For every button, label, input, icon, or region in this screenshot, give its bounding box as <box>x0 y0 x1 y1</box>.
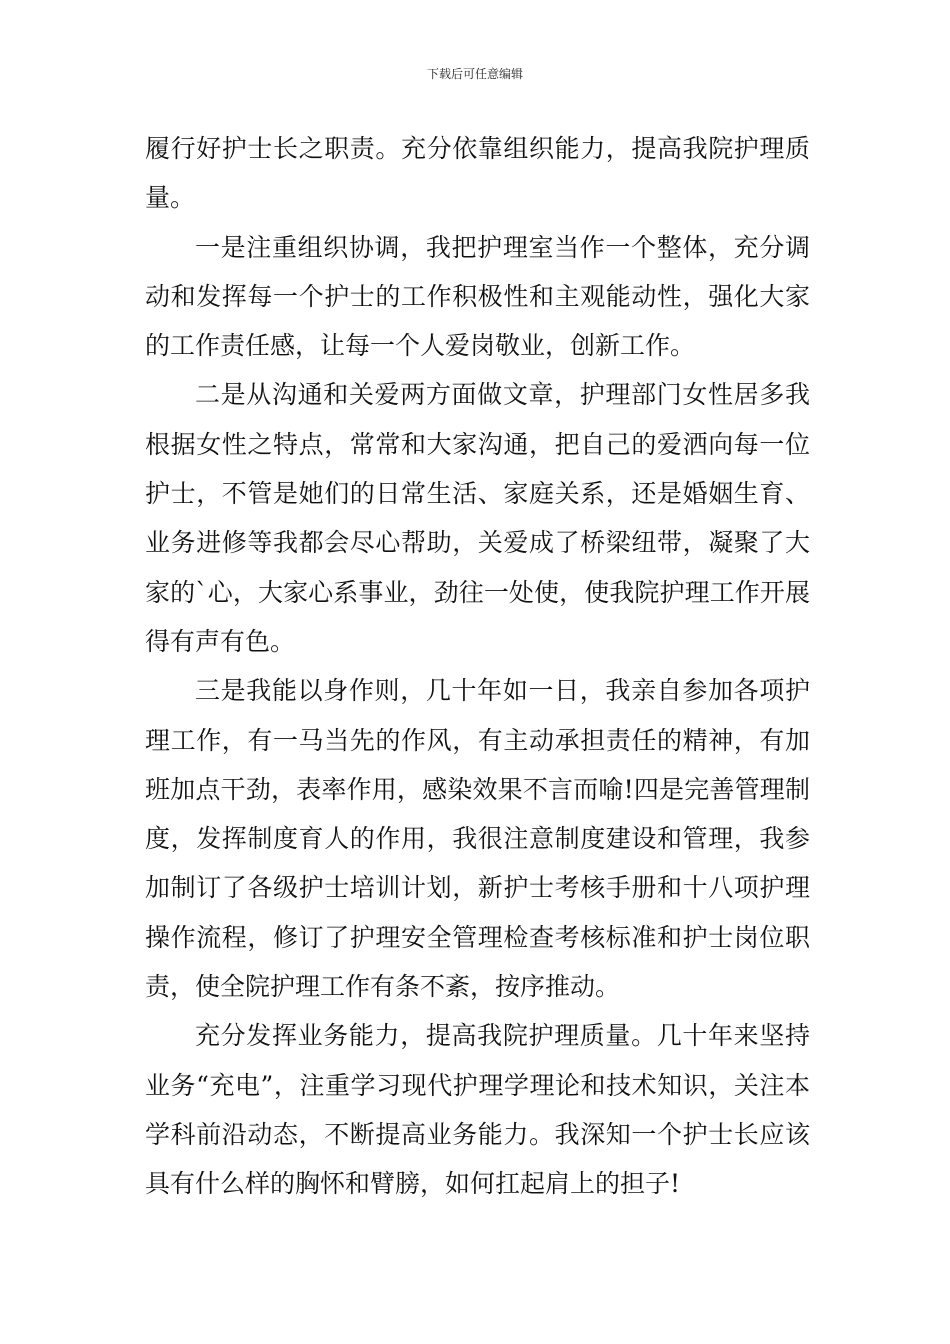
paragraph-2: 一是注重组织协调，我把护理室当作一个整体，充分调动和发挥每一个护士的工作积极性和主观能动性，强化大家的工作责任感，让每一个人爱岗敬业，创新工作。 <box>145 232 810 361</box>
paragraph-5: 充分发挥业务能力，提高我院护理质量。几十年来坚持业务“充电”，注重学习现代护理学理论和技术知识，关注本学科前沿动态，不断提高业务能力。我深知一个护士长应该具有什么样的胸怀和臂膀，如何扛起肩上的担子! <box>145 1021 810 1199</box>
page-header: 下载后可任意编辑 <box>426 67 523 81</box>
paragraph-3: 二是从沟通和关爱两方面做文章，护理部门女性居多我根据女性之特点，常常和大家沟通，把自己的爱洒向每一位护士，不管是她们的日常生活、家庭关系，还是婚姻生育、业务进修等我都会尽心帮助，关爱成了桥梁纽带，凝聚了大家的`心，大家心系事业，劲往一处使，使我院护理工作开展得有声有色。 <box>145 380 810 656</box>
document-body <box>145 124 810 1209</box>
paragraph-4: 三是我能以身作则，几十年如一日，我亲自参加各项护理工作，有一马当先的作风，有主动承担责任的精神，有加班加点干劲，表率作用，感染效果不言而喻!四是完善管理制度，发挥制度育人的作用，我很注意制度建设和管理，我参加制订了各级护士培训计划，新护士考核手册和十八项护理操作流程，修订了护理安全管理检查考核标准和护士岗位职责，使全院护理工作有条不紊，按序推动。 <box>145 676 810 1002</box>
paragraph-1: 履行好护士长之职责。充分依靠组织能力，提高我院护理质量。 <box>145 134 810 213</box>
